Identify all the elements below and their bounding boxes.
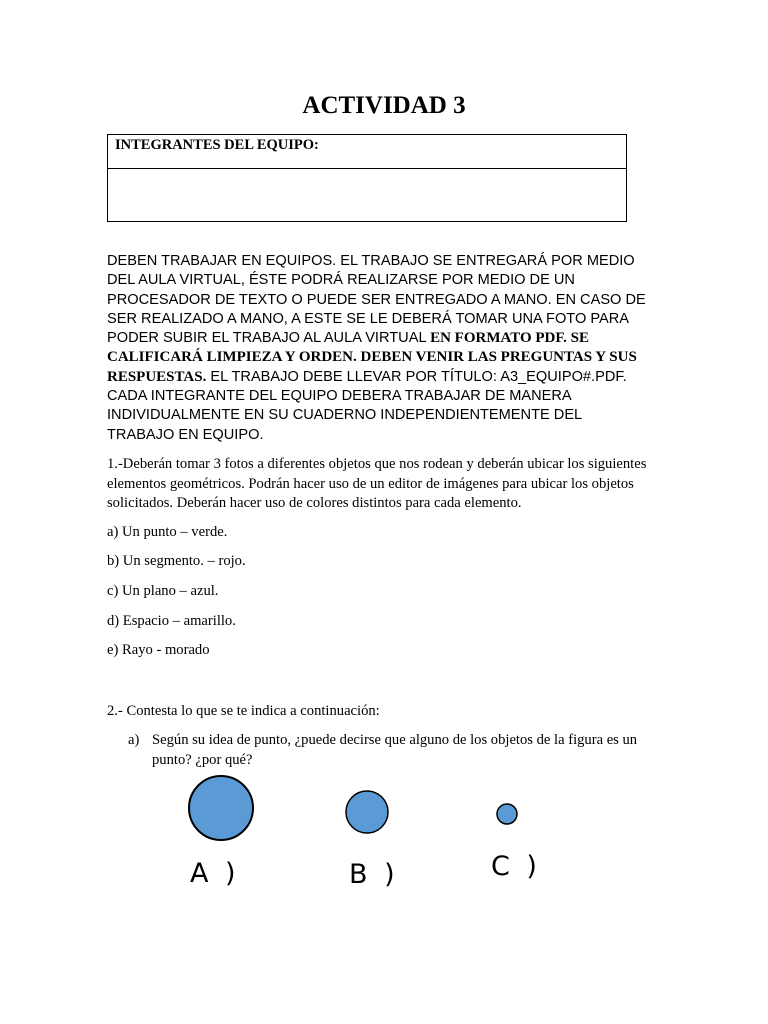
- label-b: B ): [349, 859, 399, 890]
- team-members-header: INTEGRANTES DEL EQUIPO:: [108, 135, 626, 169]
- label-a: A ): [190, 858, 240, 889]
- instructions-bold-text: EN FORMATO PDF. SE CALIFICARÁ LIMPIEZA Y ORDEN. DEBEN VENIR LAS PREGUNTAS Y SUS RESPUESTAS.: [107, 330, 637, 385]
- label-c: C ): [491, 851, 541, 882]
- question-2-text: 2.- Contesta lo que se te indica a continuación:: [107, 703, 380, 719]
- option-e: e) Rayo - morado: [107, 642, 210, 658]
- circle-b: [346, 791, 388, 833]
- circle-c: [497, 804, 517, 824]
- instructions-text-cont: EL TRABAJO DEBE LLEVAR POR TÍTULO: A3_EQUIPO#.PDF. CADA INTEGRANTE DEL EQUIPO DEBERA TRABAJAR DE MANERA INDIVIDUALMENTE EN SU CUADERNO INDEPENDIENTEMENTE DEL TRABAJO EN EQUIPO.: [107, 368, 627, 443]
- option-b: b) Un segmento. – rojo.: [107, 553, 246, 569]
- option-d: d) Espacio – amarillo.: [107, 613, 236, 629]
- question-2a-text: Según su idea de punto, ¿puede decirse que alguno de los objetos de la figura es un punto? ¿por qué?: [152, 732, 638, 768]
- option-c: c) Un plano – azul.: [107, 583, 219, 599]
- option-a: a) Un punto – verde.: [107, 524, 228, 540]
- question-1-text: 1.-Deberán tomar 3 fotos a diferentes objetos que nos rodean y deberán ubicar los siguientes elementos geométricos. Podrán hacer uso de un editor de imágenes para ubicar los objetos solicitados. Deberán hacer uso de colores distintos para cada elemento.: [107, 456, 647, 511]
- question-2a-label: a): [128, 732, 140, 748]
- instructions-text: DEBEN TRABAJAR EN EQUIPOS. EL TRABAJO SE ENTREGARÁ POR MEDIO DEL AULA VIRTUAL, ÉSTE PODRÁ REALIZARSE POR MEDIO DE UN PROCESADOR DE TEXTO O PUEDE SER ENTREGADO A MANO. EN CASO DE SER REALIZADO A MANO, A ESTE SE LE DEBERÁ TOMAR UNA FOTO PARA PODER SUBIR EL TRABAJO AL AULA VIRTUAL: [107, 253, 646, 347]
- page-title: ACTIVIDAD 3: [302, 92, 466, 119]
- circle-a: [189, 776, 253, 840]
